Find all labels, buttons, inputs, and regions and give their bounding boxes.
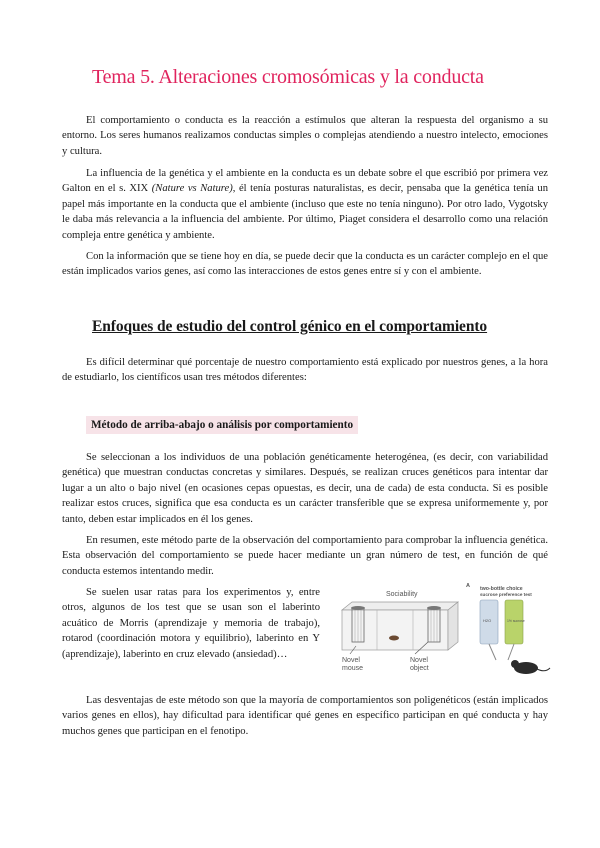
choice-label-1: two-bottle choice — [480, 586, 523, 592]
subsection-paragraph-4: Las desventajas de este método son que la mayoría de comportamientos son poligenéticos (están implicados varios genes en ellos), hay dificultad para identificar qué genes en específico participan en qué conducta y hay muchos genes que participan en el fenotipo. — [62, 695, 548, 737]
novel-mouse-label-1: Novel — [342, 657, 360, 664]
page-title: Tema 5. Alteraciones cromosómicas y la conducta — [92, 66, 484, 88]
subsection-paragraph-3: Se suelen usar ratas para los experimentos y, entre otros, algunos de los test que se usan son el laberinto acuático de Morris (aprendizaje y memoria de trabajo), rotarod (coordinación motora y equilibrio), laberinto en Y (aprendizaje), laberinto en cruz elevado (ansiedad)… — [62, 587, 320, 660]
behavior-tests-figure — [330, 580, 555, 680]
nature-vs-nature-text: (Nature vs Nature) — [151, 183, 233, 195]
sociability-label: Sociability — [386, 591, 418, 598]
intro-paragraph-2-part1: La influencia de la genética y el ambiente en la conducta es un debate sobre el que escribió por primera vez Galton en el s. XIX — [62, 168, 548, 195]
novel-object-label-2: object — [410, 665, 429, 672]
bottle-1-label: H2O — [483, 618, 492, 623]
subsection-paragraph-2: En resumen, este método parte de la observación del comportamiento para comprobar la influencia genética. Esta observación del comportamiento se puede hacer mediante un gran número de test, en función de qué conducta estemos intentando medir. — [62, 535, 548, 577]
subsection-paragraph-1: Se seleccionan a los individuos de una población genéticamente heterogénea, (es decir, con variabilidad genética) que muestran conductas concretas y similares. Después, se realizan cruces genéticos para intentar dar lugar a un alto o bajo nivel (en ocasiones cepas opuestas, es decir, una de cada) de esta conducta. Si es posible realizar estos cruces, significa que esa conducta es un carácter transferible que se expresa uniformemente y, por tanto, deben estar implicados en él los genes. — [62, 452, 548, 525]
novel-object-label-1: Novel — [410, 657, 428, 664]
intro-paragraph-3: Con la información que se tiene hoy en día, se puede decir que la conducta es un carácter complejo en el que están implicados varios genes, así como las interacciones de estos genes entre sí y con el ambiente. — [62, 251, 548, 278]
sociability-apparatus-illustration — [342, 602, 458, 654]
section-paragraph-1: Es difícil determinar qué porcentaje de nuestro comportamiento está explicado por nuestros genes, a la hora de estudiarlo, los científicos usan tres métodos diferentes: — [62, 357, 548, 384]
subsection-heading: Método de arriba-abajo o análisis por comportamiento — [86, 416, 358, 434]
choice-label-2: sucrose preference test — [480, 592, 532, 597]
novel-mouse-label-2: mouse — [342, 665, 364, 672]
section-heading: Enfoques de estudio del control génico en el comportamiento — [92, 318, 488, 335]
intro-paragraph-2 — [62, 166, 548, 243]
bottle-2-label: 1% sucrose — [507, 619, 525, 623]
intro-paragraph-2-part2: , él tenía posturas naturalistas, es decir, pensaba que la genética tenía un papel más importante en la conducta que el ambiente (incluso que este no tenía ninguno). Por otro lado, Vygotsky le daba más relevancia a la influencia del ambiente. Por último, Piaget considera el desarrollo como una relación compleja entre genética y ambiente. — [62, 183, 548, 241]
panel-letter: A — [466, 583, 470, 589]
two-bottle-illustration — [480, 600, 550, 674]
intro-paragraph-1: El comportamiento o conducta es la reacción a estímulos que alteran la respuesta del organismo a su entorno. Los seres humanos realizamos conductas simples o complejas atendiendo a nuestro intelecto, emociones y cultura. — [62, 115, 548, 157]
